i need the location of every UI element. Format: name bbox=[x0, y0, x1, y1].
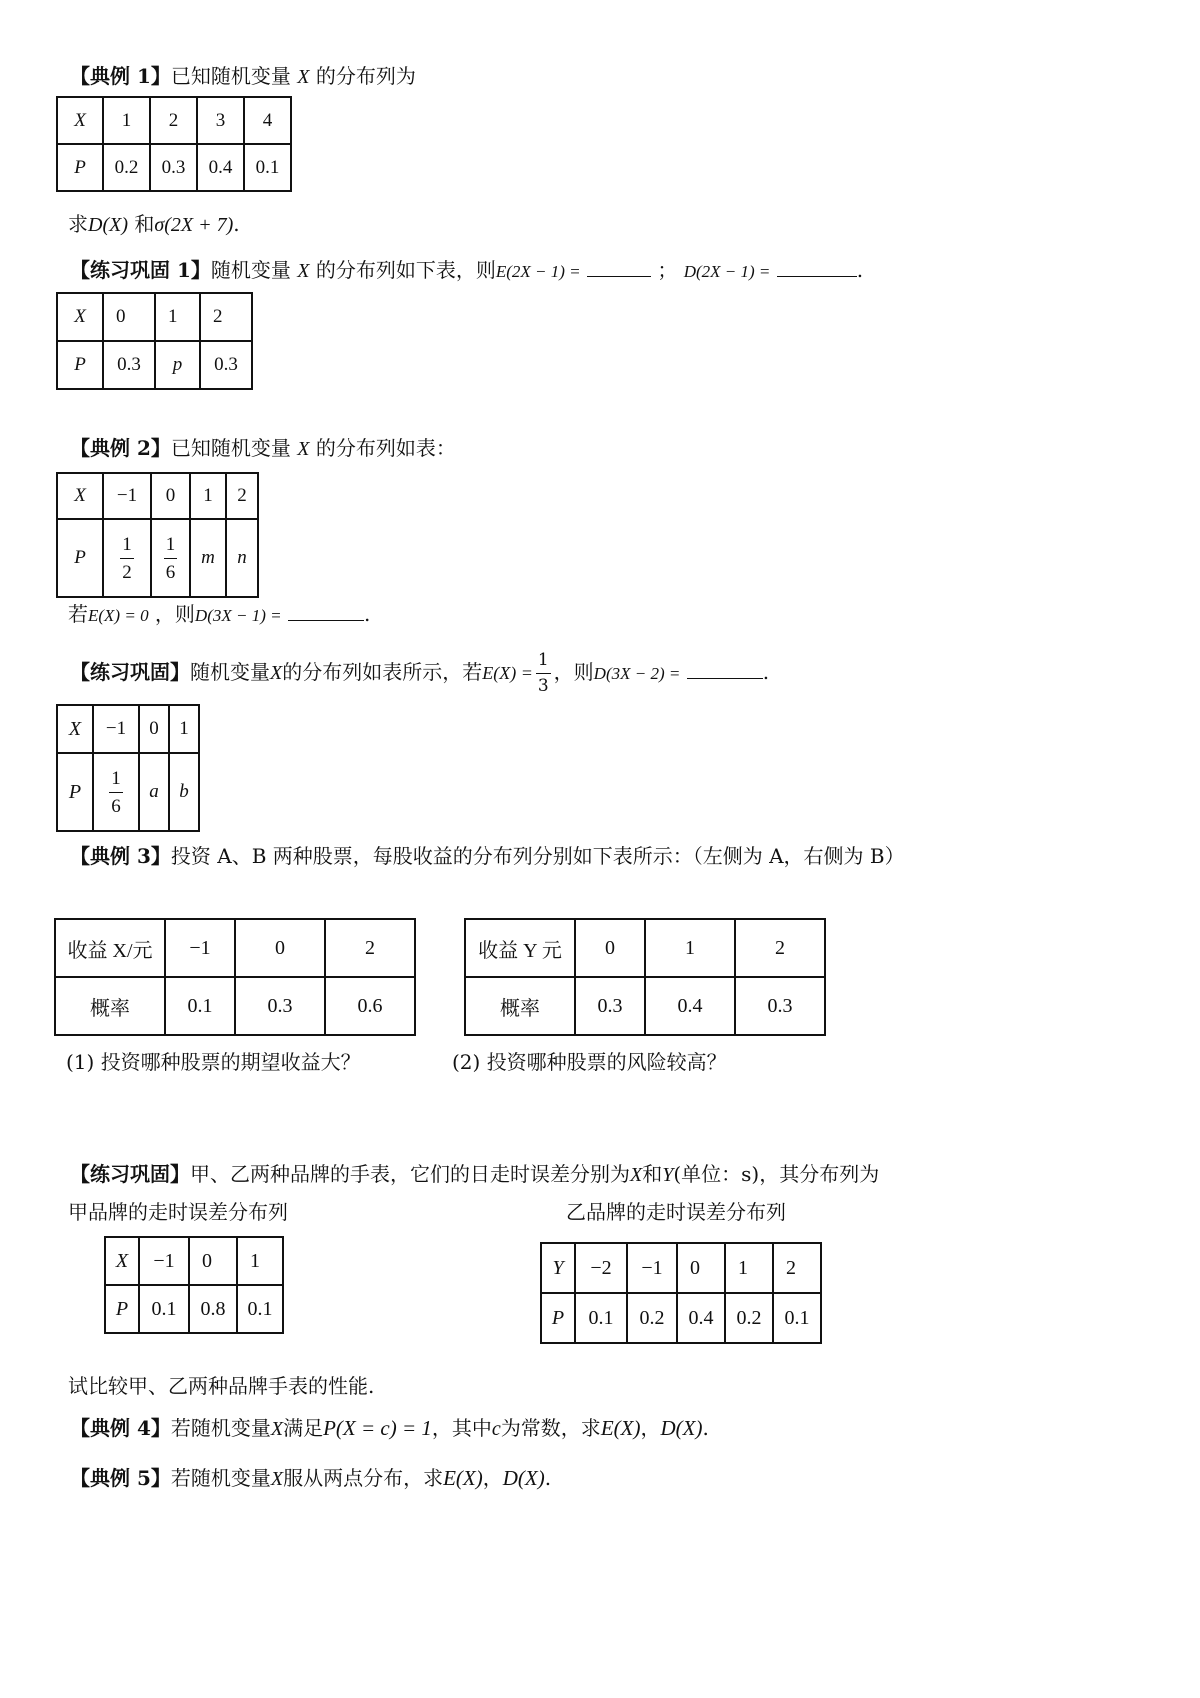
example-2-cell-frac-half bbox=[103, 519, 151, 597]
example-3-b-row-cell: 0.4 bbox=[645, 977, 735, 1035]
example-3-b-header-cell: 收益 Y 元 bbox=[465, 919, 575, 977]
practice-1-separator: ； bbox=[657, 258, 678, 282]
example-1-table bbox=[56, 96, 292, 192]
practice-3-b-header-cell: 2 bbox=[773, 1243, 821, 1293]
practice-2-cell-a: a bbox=[139, 753, 169, 831]
fraction bbox=[109, 769, 123, 816]
example-4-text3: ，其中 bbox=[431, 1416, 492, 1440]
example-4-text: 若随机变量 bbox=[170, 1416, 271, 1440]
practice-2-row-label: P bbox=[57, 753, 93, 831]
example-1-header-cell: 1 bbox=[103, 97, 150, 144]
practice-2-expr-e: E(X) = bbox=[482, 663, 533, 683]
practice-3-b-header-cell: −1 bbox=[627, 1243, 677, 1293]
fraction-denominator: 3 bbox=[537, 676, 549, 696]
example-5-statement bbox=[70, 1464, 551, 1493]
example-2-header-cell: −1 bbox=[103, 473, 151, 519]
example-1-text2: 的分布列为 bbox=[315, 64, 416, 88]
example-1-row-cell: 0.4 bbox=[197, 144, 244, 191]
practice-3-a-row-cell: 0.8 bbox=[189, 1285, 237, 1333]
example-4-separator: ， bbox=[640, 1416, 661, 1440]
practice-2-cell-b: b bbox=[169, 753, 199, 831]
practice-3-caption-b: 乙品牌的走时误差分布列 bbox=[566, 1200, 786, 1224]
example-1-row-cell: 0.3 bbox=[150, 144, 197, 191]
example-1-expr-dx: D(X) bbox=[88, 214, 128, 236]
example-5-expr-d: D(X) bbox=[502, 1466, 545, 1490]
example-4-expr-e: E(X) bbox=[600, 1416, 641, 1440]
example-5-text2: 服从两点分布，求 bbox=[283, 1466, 444, 1490]
example-3-a-row-cell: 概率 bbox=[55, 977, 165, 1035]
practice-3-a-header-cell: 1 bbox=[237, 1237, 283, 1285]
practice-3-b-row-cell: 0.2 bbox=[627, 1293, 677, 1343]
example-4-label: 【典例 4】 bbox=[70, 1416, 171, 1440]
fraction-numerator: 1 bbox=[536, 652, 551, 674]
practice-1-answer-blank-2[interactable] bbox=[777, 256, 857, 277]
practice-1-header-cell: 1 bbox=[155, 293, 200, 341]
practice-3-table-b bbox=[540, 1242, 822, 1344]
fraction-numerator: 1 bbox=[120, 535, 134, 559]
practice-1-row-cell: p bbox=[155, 341, 200, 389]
practice-2-header-cell: 0 bbox=[139, 705, 169, 753]
practice-3-b-header-cell: 0 bbox=[677, 1243, 725, 1293]
practice-3-a-header-cell: 0 bbox=[189, 1237, 237, 1285]
example-1-question-text: 求 bbox=[68, 212, 88, 236]
fraction-numerator: 1 bbox=[109, 769, 123, 793]
practice-3-text2: (单位：s)，其分布列为 bbox=[673, 1162, 880, 1186]
practice-3-and: 和 bbox=[642, 1162, 663, 1186]
practice-3-b-header-cell: 1 bbox=[725, 1243, 773, 1293]
example-2-expr-e: E(X) = 0 bbox=[88, 606, 149, 625]
practice-2-answer-blank[interactable] bbox=[687, 658, 763, 679]
example-3-question-2: (2) 投资哪种股票的风险较高？ bbox=[452, 1050, 727, 1074]
practice-2-text2: 的分布列如表所示，若 bbox=[282, 660, 483, 684]
example-4-end: . bbox=[702, 1416, 709, 1440]
example-1-header-cell: 3 bbox=[197, 97, 244, 144]
example-4-expr-d: D(X) bbox=[660, 1416, 703, 1440]
example-3-table-a bbox=[54, 918, 416, 1036]
practice-1-header-cell: X bbox=[57, 293, 103, 341]
example-2-header-cell: X bbox=[57, 473, 103, 519]
example-3-b-header-cell: 1 bbox=[645, 919, 735, 977]
example-2-table bbox=[56, 472, 259, 598]
example-1-header-cell: X bbox=[57, 97, 103, 144]
fraction-denominator: 6 bbox=[165, 561, 176, 583]
practice-2-header-cell: −1 bbox=[93, 705, 139, 753]
example-3-a-row-cell: 0.1 bbox=[165, 977, 235, 1035]
practice-3-a-row-cell: 0.1 bbox=[139, 1285, 189, 1333]
example-3-b-row-cell: 概率 bbox=[465, 977, 575, 1035]
practice-3-b-row-cell: 0.1 bbox=[773, 1293, 821, 1343]
example-3-a-header-cell: 2 bbox=[325, 919, 415, 977]
practice-3-b-row-cell: 0.1 bbox=[575, 1293, 627, 1343]
example-3-b-row-cell: 0.3 bbox=[575, 977, 645, 1035]
practice-1-var: X bbox=[297, 260, 310, 282]
example-4-var-c: c bbox=[491, 1418, 501, 1440]
practice-1-table bbox=[56, 292, 253, 390]
fraction bbox=[120, 535, 134, 582]
practice-2-frac-third bbox=[536, 652, 551, 695]
example-5-expr-e: E(X) bbox=[443, 1466, 483, 1490]
practice-3-statement bbox=[70, 1160, 879, 1189]
example-2-cell-n: n bbox=[226, 519, 258, 597]
practice-3-caption-a: 甲品牌的走时误差分布列 bbox=[68, 1200, 288, 1224]
example-3-a-header-cell: 收益 X/元 bbox=[55, 919, 165, 977]
example-1-text: 已知随机变量 bbox=[170, 64, 291, 88]
example-3-table-b bbox=[464, 918, 826, 1036]
example-3-label: 【典例 3】 bbox=[70, 844, 171, 868]
example-3-statement bbox=[70, 842, 905, 870]
practice-3-b-header-cell: Y bbox=[541, 1243, 575, 1293]
practice-3-label: 【练习巩固】 bbox=[70, 1162, 190, 1186]
example-2-header-cell: 0 bbox=[151, 473, 190, 519]
example-1-question-and: 和 bbox=[134, 212, 155, 236]
example-2-header-cell: 2 bbox=[226, 473, 258, 519]
example-1-row-cell: 0.2 bbox=[103, 144, 150, 191]
example-4-statement bbox=[70, 1414, 709, 1443]
example-3-text: 投资 A、B 两种股票，每股收益的分布列分别如下表所示：（左侧为 A，右侧为 B） bbox=[170, 844, 905, 868]
practice-3-a-header-cell: −1 bbox=[139, 1237, 189, 1285]
practice-1-expr-d: D(2X − 1) = bbox=[683, 262, 771, 281]
example-2-row-label: P bbox=[57, 519, 103, 597]
practice-1-end: . bbox=[856, 258, 864, 282]
example-1-header-cell: 4 bbox=[244, 97, 291, 144]
example-5-label: 【典例 5】 bbox=[70, 1466, 171, 1490]
example-1-question bbox=[68, 210, 240, 239]
example-2-cond-text: 若 bbox=[68, 602, 88, 626]
example-1-row-cell: 0.1 bbox=[244, 144, 291, 191]
example-4-text4: 为常数，求 bbox=[500, 1416, 601, 1440]
practice-1-row-cell: 0.3 bbox=[103, 341, 155, 389]
example-1-header-cell: 2 bbox=[150, 97, 197, 144]
example-1-var: X bbox=[297, 66, 310, 88]
example-1-label: 【典例 1】 bbox=[70, 64, 171, 88]
practice-3-b-row-cell: 0.4 bbox=[677, 1293, 725, 1343]
practice-1-row-cell: 0.3 bbox=[200, 341, 252, 389]
example-3-b-row-cell: 0.3 bbox=[735, 977, 825, 1035]
practice-3-var-y: Y bbox=[662, 1164, 674, 1186]
fraction-numerator: 1 bbox=[164, 535, 178, 559]
example-2-text2: 的分布列如表： bbox=[315, 436, 456, 460]
practice-2-then: ，则 bbox=[553, 660, 594, 684]
example-2-header-cell: 1 bbox=[190, 473, 226, 519]
practice-3-text: 甲、乙两种品牌的手表，它们的日走时误差分别为 bbox=[190, 1162, 630, 1186]
example-3-a-header-cell: −1 bbox=[165, 919, 235, 977]
example-5-text: 若随机变量 bbox=[170, 1466, 271, 1490]
practice-2-label: 【练习巩固】 bbox=[70, 660, 190, 684]
practice-1-expr-e: E(2X − 1) = bbox=[495, 262, 581, 281]
practice-1-header-cell: 2 bbox=[200, 293, 252, 341]
practice-3-b-row-cell: P bbox=[541, 1293, 575, 1343]
example-3-a-header-cell: 0 bbox=[235, 919, 325, 977]
practice-2-expr-d: D(3X − 2) = bbox=[593, 664, 681, 683]
practice-2-text: 随机变量 bbox=[190, 660, 270, 684]
example-5-separator: ， bbox=[482, 1466, 503, 1490]
fraction-denominator: 2 bbox=[122, 561, 132, 583]
practice-2-end: . bbox=[762, 660, 770, 684]
practice-3-b-row-cell: 0.2 bbox=[725, 1293, 773, 1343]
practice-1-text: 随机变量 bbox=[210, 258, 291, 282]
practice-1-answer-blank-1[interactable] bbox=[587, 256, 651, 277]
practice-1-header-cell: 0 bbox=[103, 293, 155, 341]
practice-1-row-cell: P bbox=[57, 341, 103, 389]
practice-3-a-row-cell: P bbox=[105, 1285, 139, 1333]
practice-3-var-x: X bbox=[630, 1164, 643, 1186]
example-1-question-end: . bbox=[233, 212, 240, 236]
fraction bbox=[164, 535, 178, 582]
practice-2-var: X bbox=[270, 662, 283, 684]
example-4-expr-p: P(X = c) = 1 bbox=[323, 1416, 432, 1440]
practice-1-statement bbox=[70, 256, 863, 286]
example-1-statement bbox=[70, 62, 416, 91]
example-4-text2: 满足 bbox=[283, 1416, 324, 1440]
example-4-var: X bbox=[270, 1418, 284, 1440]
example-5-end: . bbox=[544, 1466, 552, 1490]
example-1-expr-sigma: σ(2X + 7) bbox=[154, 214, 234, 236]
fraction-denominator: 6 bbox=[111, 795, 121, 817]
practice-3-conclusion: 试比较甲、乙两种品牌手表的性能. bbox=[68, 1374, 375, 1398]
practice-2-table bbox=[56, 704, 200, 832]
practice-1-text2: 的分布列如下表，则 bbox=[315, 258, 496, 282]
example-1-row-cell: P bbox=[57, 144, 103, 191]
practice-2-cell-frac bbox=[93, 753, 139, 831]
practice-3-a-row-cell: 0.1 bbox=[237, 1285, 283, 1333]
example-2-cond-then: ，则 bbox=[154, 602, 195, 626]
example-2-expr-d: D(3X − 1) = bbox=[194, 606, 282, 625]
example-3-question-1: (1) 投资哪种股票的期望收益大？ bbox=[66, 1050, 361, 1074]
example-2-var: X bbox=[297, 438, 310, 460]
practice-2-header-cell: 1 bbox=[169, 705, 199, 753]
practice-2-statement bbox=[70, 650, 769, 696]
example-5-var: X bbox=[270, 1468, 284, 1490]
example-2-statement bbox=[70, 434, 456, 463]
example-2-cell-m: m bbox=[190, 519, 226, 597]
example-2-text: 已知随机变量 bbox=[170, 436, 291, 460]
practice-3-a-header-cell: X bbox=[105, 1237, 139, 1285]
example-2-condition bbox=[68, 600, 370, 630]
example-2-label: 【典例 2】 bbox=[70, 436, 171, 460]
example-2-answer-blank[interactable] bbox=[288, 600, 364, 621]
example-3-a-row-cell: 0.6 bbox=[325, 977, 415, 1035]
practice-3-table-a bbox=[104, 1236, 284, 1334]
example-2-cond-end: . bbox=[363, 602, 371, 626]
example-3-b-header-cell: 0 bbox=[575, 919, 645, 977]
practice-3-b-header-cell: −2 bbox=[575, 1243, 627, 1293]
practice-1-label: 【练习巩固 1】 bbox=[70, 258, 211, 282]
example-3-a-row-cell: 0.3 bbox=[235, 977, 325, 1035]
example-2-cell-frac-sixth bbox=[151, 519, 190, 597]
practice-2-header-cell: X bbox=[57, 705, 93, 753]
example-3-b-header-cell: 2 bbox=[735, 919, 825, 977]
